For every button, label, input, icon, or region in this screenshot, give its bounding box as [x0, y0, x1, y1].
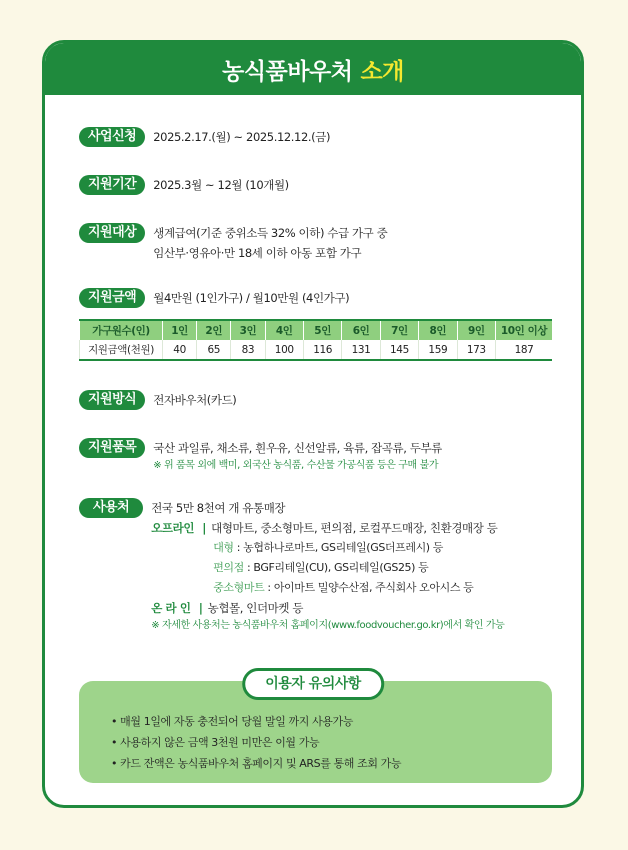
mid-label: 중소형마트 [213, 581, 265, 594]
badge-apply: 사업신청 [79, 127, 145, 147]
items-text: 국산 과일류, 채소류, 흰우유, 신선알류, 육류, 잡곡류, 두부류 [153, 441, 442, 455]
section-apply [79, 127, 571, 147]
table-value-cell: 145 [380, 340, 418, 360]
usage-text: 전국 5만 8천여 개 유통매장 [151, 501, 286, 515]
table-value-cell: 159 [419, 340, 457, 360]
usage-conv [151, 558, 504, 578]
online-text: 농협몰, 인더마켓 등 [207, 601, 304, 615]
voucher-info-card [42, 40, 584, 808]
table-value-cell: 65 [197, 340, 231, 360]
table-value-cell: 83 [231, 340, 265, 360]
table-head-cell: 5인 [303, 320, 341, 340]
section-items [79, 438, 571, 474]
table-value-cell: 173 [457, 340, 495, 360]
method-text: 전자바우처(카드) [153, 393, 237, 407]
title-highlight: 소개 [360, 58, 404, 85]
usage-offline [151, 518, 504, 538]
table-value-row [80, 340, 553, 360]
section-usage [79, 498, 571, 634]
usage-big [151, 538, 504, 558]
table-head-cell: 9인 [457, 320, 495, 340]
table-header-row [80, 320, 553, 340]
notice-list [111, 711, 401, 774]
section-amount [79, 288, 571, 308]
apply-text: 2025.2.17.(월) ~ 2025.12.12.(금) [153, 130, 331, 144]
table-head-cell: 8인 [419, 320, 457, 340]
table-head-cell: 3인 [231, 320, 265, 340]
conv-text: : BGF리테일(CU), GS리테일(GS25) 등 [243, 561, 429, 574]
table-value-cell: 40 [163, 340, 197, 360]
amount-table [79, 319, 552, 361]
table-head-cell: 1인 [163, 320, 197, 340]
notice-item: • 매월 1일에 자동 충전되어 당월 말일 까지 사용가능 [111, 715, 353, 728]
section-period [79, 175, 571, 195]
usage-online [151, 598, 504, 618]
notice-item: • 사용하지 않은 금액 3천원 미만은 이월 가능 [111, 736, 320, 749]
notice-item: • 카드 잔액은 농식품바우처 홈페이지 및 ARS를 통해 조회 가능 [111, 757, 402, 770]
notice-title: 이용자 유의사항 [242, 668, 384, 700]
offline-sep: | [202, 521, 207, 535]
table-value-label: 지원금액(천원) [80, 340, 163, 360]
online-label: 온 라 인 [151, 601, 191, 615]
offline-text: 대형마트, 중소형마트, 편의점, 로컬푸드매장, 친환경매장 등 [211, 521, 498, 535]
badge-usage: 사용처 [79, 498, 143, 518]
badge-items: 지원품목 [79, 438, 145, 458]
table-head-label: 가구원수(인) [80, 320, 163, 340]
online-sep: | [198, 601, 203, 615]
usage-mid [151, 578, 504, 598]
offline-label: 오프라인 [151, 521, 195, 535]
table-value-cell: 100 [265, 340, 303, 360]
period-text: 2025.3월 ~ 12월 (10개월) [153, 178, 289, 192]
table-value-cell: 116 [303, 340, 341, 360]
table-value-cell: 131 [342, 340, 380, 360]
table-value-cell: 187 [496, 340, 553, 360]
section-target [79, 223, 571, 263]
page-title [45, 43, 581, 95]
big-label: 대형 [213, 541, 234, 554]
items-note: ※ 위 품목 외에 백미, 외국산 농식품, 수산물 가공식품 등은 구매 불가 [153, 460, 439, 471]
table-head-cell: 6인 [342, 320, 380, 340]
table-head-cell: 10인 이상 [496, 320, 553, 340]
badge-target: 지원대상 [79, 223, 145, 243]
table-head-cell: 4인 [265, 320, 303, 340]
table-head-cell: 2인 [197, 320, 231, 340]
mid-text: : 아이마트 밀양수산점, 주식회사 오아시스 등 [264, 581, 474, 594]
section-method [79, 390, 571, 410]
badge-period: 지원기간 [79, 175, 145, 195]
usage-note: ※ 자세한 사용처는 농식품바우처 홈페이지(www.foodvoucher.go.kr)에서 확인 가능 [151, 620, 505, 631]
title-main: 농식품바우처 [222, 58, 353, 85]
badge-method: 지원방식 [79, 390, 145, 410]
conv-label: 편의점 [213, 561, 244, 574]
badge-amount: 지원금액 [79, 288, 145, 308]
target-line-2: 임산부·영유아·만 18세 이하 아동 포함 가구 [153, 246, 362, 260]
target-line-1: 생계급여(기준 중위소득 32% 이하) 수급 가구 중 [153, 226, 388, 240]
big-text: : 농협하나로마트, GS리테일(GS더프레시) 등 [233, 541, 444, 554]
amount-text: 월4만원 (1인가구) / 월10만원 (4인가구) [153, 291, 350, 305]
table-head-cell: 7인 [380, 320, 418, 340]
